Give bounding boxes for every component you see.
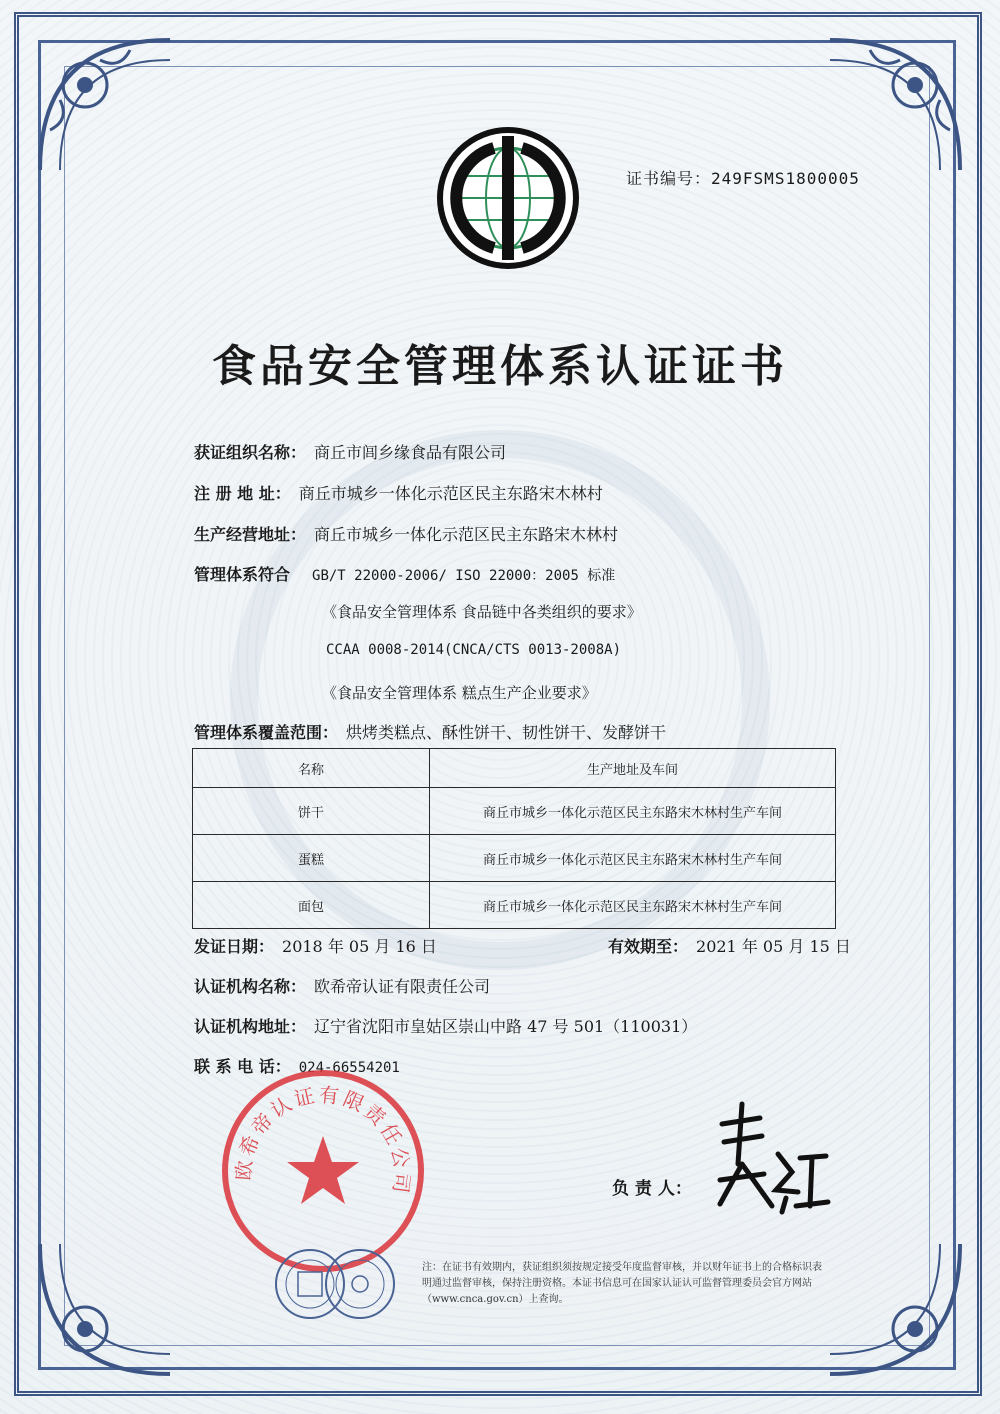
scope-value: 烘烤类糕点、酥性饼干、韧性饼干、发酵饼干	[346, 723, 667, 742]
expiry-date-label: 有效期至：	[608, 937, 689, 956]
expiry-date-row	[608, 934, 851, 957]
cert-body-address-label: 认证机构地址：	[194, 1017, 307, 1036]
table-cell-address: 商丘市城乡一体化示范区民主东路宋木林村生产车间	[430, 788, 836, 835]
phone-label: 联 系 电 话：	[194, 1057, 291, 1076]
standards-line3: CCAA 0008-2014(CNCA/CTS 0013-2008A)	[326, 642, 622, 658]
scope-label: 管理体系覆盖范围：	[194, 723, 339, 742]
corner-ornament-bottom-left	[30, 1234, 180, 1384]
cert-body-address-row	[194, 1014, 697, 1037]
registered-address-value: 商丘市城乡一体化示范区民主东路宋木林村	[298, 484, 603, 503]
issue-date-value: 2018 年 05 月 16 日	[282, 937, 437, 956]
scope-table	[192, 748, 836, 929]
registered-address-row	[194, 481, 603, 504]
company-seal	[218, 1066, 428, 1276]
standards-label: 管理体系符合	[194, 565, 291, 584]
certification-logo-icon	[436, 126, 580, 270]
cert-body-row	[194, 974, 490, 997]
organization-row	[194, 440, 506, 463]
table-cell-address: 商丘市城乡一体化示范区民主东路宋木林村生产车间	[430, 882, 836, 929]
scope-row	[194, 720, 666, 743]
corner-ornament-top-right	[820, 30, 970, 180]
table-cell-name: 饼干	[193, 788, 430, 835]
table-cell-name: 面包	[193, 882, 430, 929]
certificate-number-label: 证书编号：	[626, 169, 712, 188]
footer-note: 注：在证书有效期内，获证组织须按规定接受年度监督审核，并以财年证书上的合格标识表明通过监督审核，保持注册资格。本证书信息可在国家认证认可监督管理委员会官方网站（www.cnca.gov.cn）上查询。	[422, 1262, 822, 1305]
issue-date-label: 发证日期：	[194, 937, 275, 956]
svg-text:欧希帝认证有限责任公司: 欧希帝认证有限责任公司	[231, 1082, 415, 1198]
issue-date-row	[194, 934, 437, 957]
cert-body-label: 认证机构名称：	[194, 977, 307, 996]
standards-line4: 《食品安全管理体系 糕点生产企业要求》	[322, 684, 597, 702]
table-cell-name: 蛋糕	[193, 835, 430, 882]
registered-address-label: 注 册 地 址：	[194, 484, 291, 503]
standards-row	[194, 562, 615, 585]
certificate-number-value: 249FSMS1800005	[711, 169, 860, 188]
corner-ornament-top-left	[30, 30, 180, 180]
table-header-address: 生产地址及车间	[430, 749, 836, 788]
table-row	[193, 788, 836, 835]
supervision-seal-icon	[322, 1246, 398, 1322]
certificate-number	[626, 166, 860, 189]
table-cell-address: 商丘市城乡一体化示范区民主东路宋木林村生产车间	[430, 835, 836, 882]
table-row	[193, 835, 836, 882]
organization-value: 商丘市闾乡缘食品有限公司	[314, 443, 507, 462]
page-title: 食品安全管理体系认证证书	[212, 341, 788, 392]
handwritten-signature	[702, 1094, 832, 1234]
standards-line2: 《食品安全管理体系 食品链中各类组织的要求》	[322, 603, 642, 621]
cert-body-address-value: 辽宁省沈阳市皇姑区崇山中路 47 号 501（110031）	[314, 1017, 698, 1036]
cert-body-value: 欧希帝认证有限责任公司	[314, 977, 491, 996]
production-address-label: 生产经营地址：	[194, 525, 307, 544]
signatory-label: 负 责 人：	[612, 1179, 692, 1199]
table-header-row	[193, 749, 836, 788]
phone-value: 024-66554201	[298, 1060, 400, 1076]
table-row	[193, 882, 836, 929]
organization-label: 获证组织名称：	[194, 443, 307, 462]
corner-ornament-bottom-right	[820, 1234, 970, 1384]
standards-line1: GB/T 22000-2006/ ISO 22000：2005 标准	[312, 568, 616, 584]
production-address-row	[194, 522, 618, 545]
expiry-date-value: 2021 年 05 月 15 日	[696, 937, 851, 956]
production-address-value: 商丘市城乡一体化示范区民主东路宋木林村	[314, 525, 619, 544]
table-header-name: 名称	[193, 749, 430, 788]
